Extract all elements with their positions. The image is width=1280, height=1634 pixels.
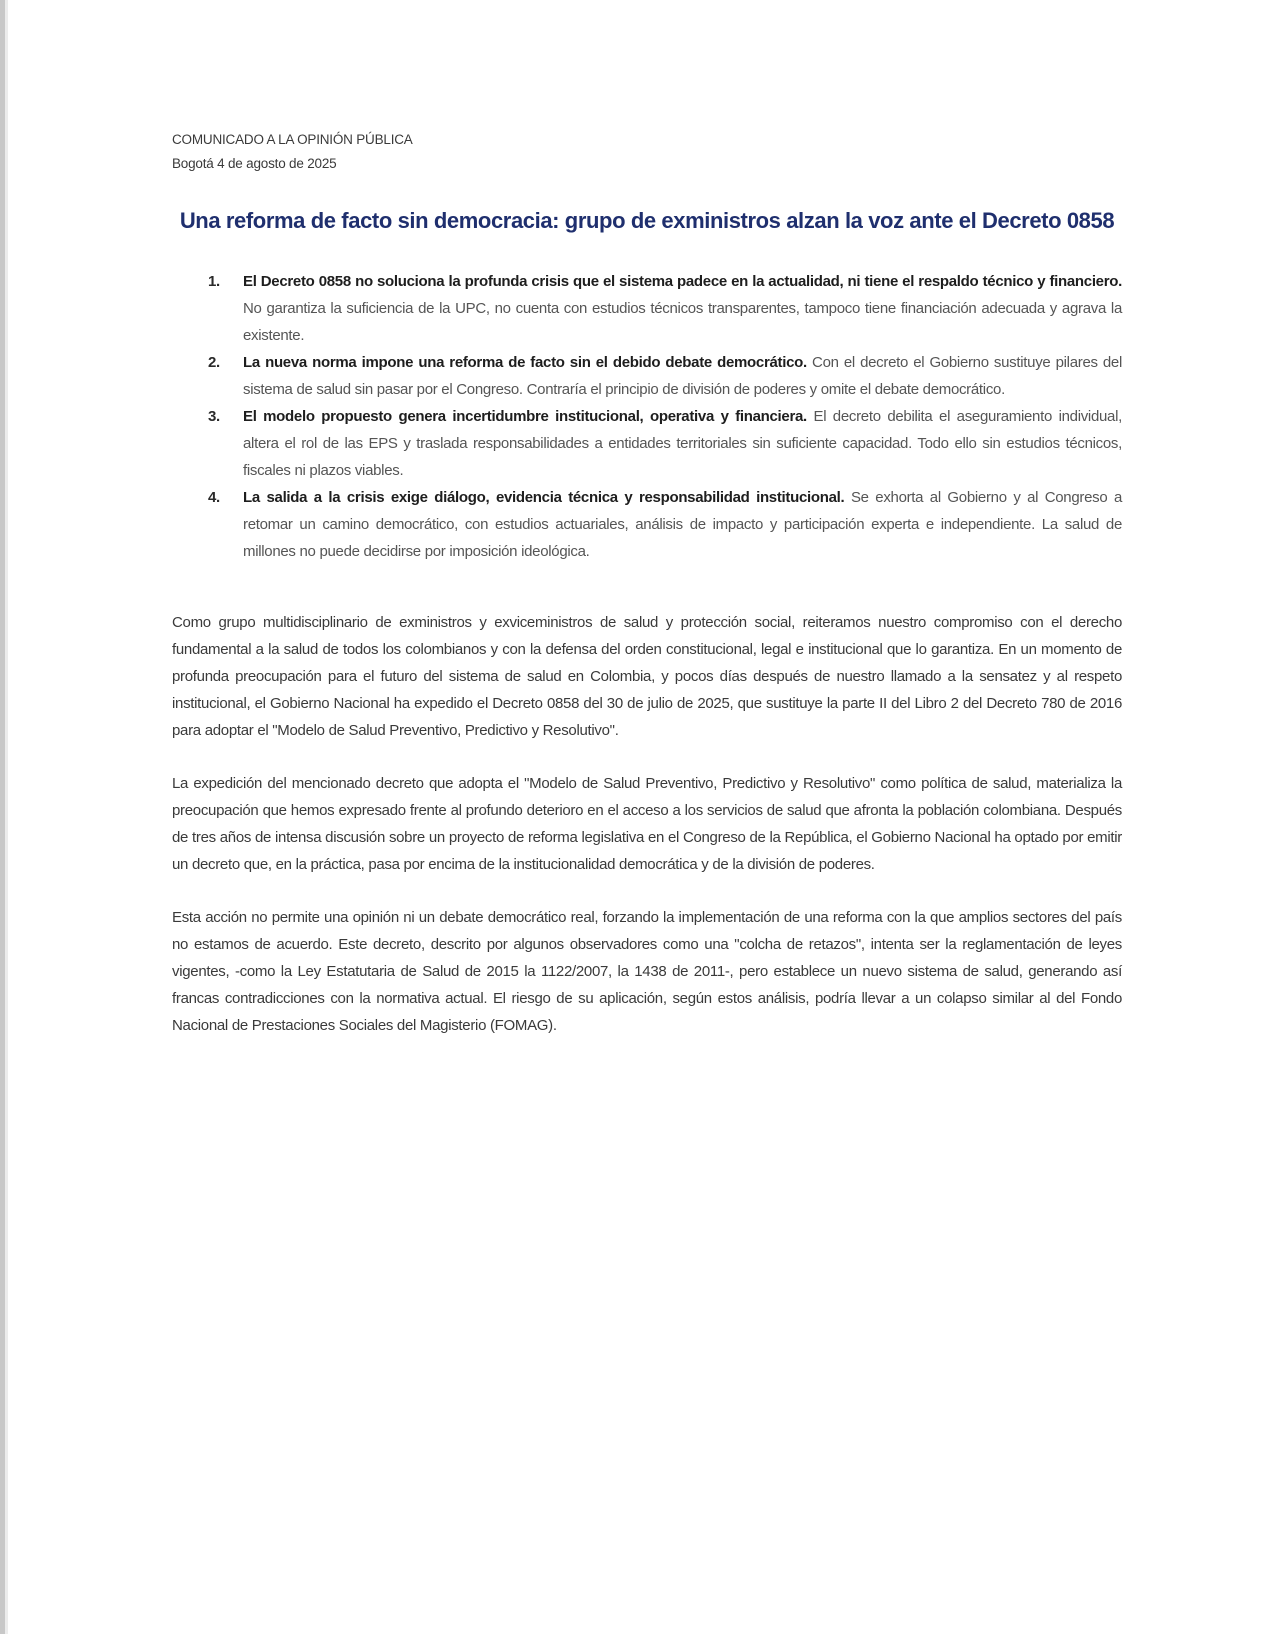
- point-heading: El modelo propuesto genera incertidumbre institucional, operativa y financiera.: [243, 408, 807, 425]
- point-text: Se exhorta al Gobierno y al Congreso a retomar un camino democrático, con estudios actuariales, análisis de impacto y participación experta e independiente. La salud de millones no puede decidirse por imposición ideológica.: [243, 489, 1122, 560]
- point-text: No garantiza la suficiencia de la UPC, no cuenta con estudios técnicos transparentes, tampoco tiene financiación adecuada y agrava la existente.: [243, 300, 1122, 344]
- document-page: [172, 128, 1122, 1054]
- body-paragraph-1: Como grupo multidisciplinario de exministros y exviceministros de salud y protección social, reiteramos nuestro compromiso con el derecho fundamental a la salud de todos los colombianos y con la defensa del orden constitucional, legal e institucional que lo garantiza. En un momento de profunda preocupación para el futuro del sistema de salud en Colombia, y pocos días después de nuestro llamado a la sensatez y al respeto institucional, el Gobierno Nacional ha expedido el Decreto 0858 del 30 de julio de 2025, que sustituye la parte II del Libro 2 del Decreto 780 de 2016 para adoptar el "Modelo de Salud Preventivo, Predictivo y Resolutivo".: [172, 614, 1122, 739]
- date-location: Bogotá 4 de agosto de 2025: [172, 156, 337, 171]
- document-title: Una reforma de facto sin democracia: grupo de exministros alzan la voz ante el Decreto 0858: [179, 208, 1115, 233]
- body-paragraph-2: La expedición del mencionado decreto que adopta el "Modelo de Salud Preventivo, Predictivo y Resolutivo" como política de salud, materializa la preocupación que hemos expresado frente al profundo deterioro en el acceso a los servicios de salud que afronta la población colombiana. Después de tres años de intensa discusión sobre un proyecto de reforma legislativa en el Congreso de la República, el Gobierno Nacional ha optado por emitir un decreto que, en la práctica, pasa por encima de la institucionalidad democrática y de la división de poderes.: [172, 775, 1122, 873]
- key-points-list: [172, 268, 1122, 565]
- body-paragraph-3: Esta acción no permite una opinión ni un debate democrático real, forzando la implementación de una reforma con la que amplios sectores del país no estamos de acuerdo. Este decreto, descrito por algunos observadores como una "colcha de retazos", intenta ser la reglamentación de leyes vigentes, -como la Ley Estatutaria de Salud de 2015 la 1122/2007, la 1438 de 2011-, pero establece un nuevo sistema de salud, generando así francas contradicciones con la normativa actual. El riesgo de su aplicación, según estos análisis, podría llevar a un colapso similar al del Fondo Nacional de Prestaciones Sociales del Magisterio (FOMAG).: [172, 909, 1122, 1034]
- point-text: El decreto debilita el aseguramiento individual, altera el rol de las EPS y traslada responsabilidades a entidades territoriales sin suficiente capacidad. Todo ello sin estudios técnicos, fiscales ni plazos viables.: [243, 408, 1122, 479]
- point-heading: La nueva norma impone una reforma de facto sin el debido debate democrático.: [243, 354, 807, 371]
- communique-label: COMUNICADO A LA OPINIÓN PÚBLICA: [172, 132, 413, 147]
- point-text: Con el decreto el Gobierno sustituye pilares del sistema de salud sin pasar por el Congreso. Contraría el principio de división de poderes y omite el debate democrático.: [243, 354, 1122, 398]
- point-number: 3.: [208, 408, 220, 425]
- key-point-4: [172, 484, 1122, 565]
- point-heading: La salida a la crisis exige diálogo, evidencia técnica y responsabilidad institucional.: [243, 489, 845, 506]
- key-point-3: [172, 403, 1122, 484]
- key-point-2: [172, 349, 1122, 403]
- key-point-1: [172, 268, 1122, 349]
- point-number: 4.: [208, 489, 220, 506]
- point-heading: El Decreto 0858 no soluciona la profunda crisis que el sistema padece en la actualidad, ni tiene el respaldo técnico y financiero.: [243, 273, 1122, 290]
- point-number: 2.: [208, 354, 220, 371]
- page-left-border-shade: [5, 0, 8, 1634]
- point-number: 1.: [208, 273, 220, 290]
